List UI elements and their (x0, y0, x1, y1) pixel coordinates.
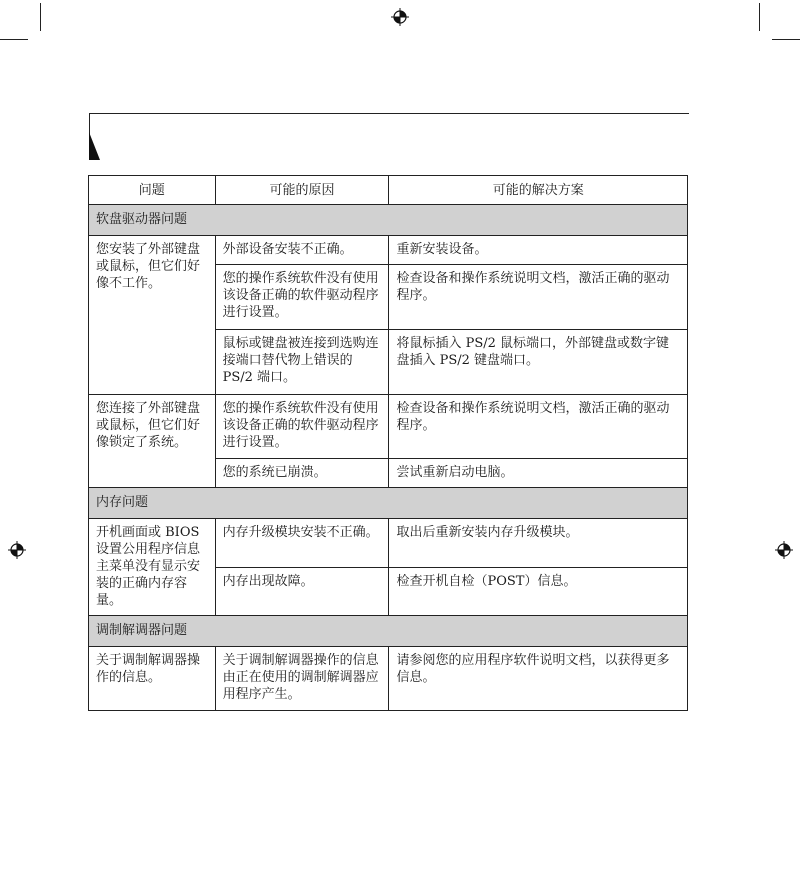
solution-cell: 检查开机自检（POST）信息。 (389, 567, 688, 616)
solution-cell: 检查设备和操作系统说明文档，激活正确的驱动程序。 (389, 395, 688, 459)
problem-cell: 您连接了外部键盘或鼠标，但它们好像锁定了系统。 (89, 395, 216, 488)
cause-cell: 内存升级模块安装不正确。 (215, 519, 389, 568)
table-row (89, 519, 688, 568)
registration-mark-icon (775, 541, 793, 559)
table-row (89, 236, 688, 265)
solution-cell: 重新安装设备。 (389, 236, 688, 265)
solution-cell: 检查设备和操作系统说明文档，激活正确的驱动程序。 (389, 265, 688, 330)
problem-cell: 开机画面或 BIOS 设置公用程序信息主菜单没有显示安装的正确内存容量。 (89, 519, 216, 616)
cause-cell: 关于调制解调器操作的信息由正在使用的调制解调器应用程序产生。 (215, 647, 389, 711)
header-solution: 可能的解决方案 (389, 176, 688, 205)
crop-mark (40, 3, 41, 31)
cause-cell: 您的操作系统软件没有使用该设备正确的软件驱动程序进行设置。 (215, 395, 389, 459)
section-title: 调制解调器问题 (89, 616, 688, 647)
section-title: 软盘驱动器问题 (89, 205, 688, 236)
section-row (89, 205, 688, 236)
solution-cell: 尝试重新启动电脑。 (389, 459, 688, 488)
cause-cell: 鼠标或键盘被连接到选购连接端口替代物上错误的 PS/2 端口。 (215, 330, 389, 395)
cause-cell: 内存出现故障。 (215, 567, 389, 616)
header-cause: 可能的原因 (215, 176, 389, 205)
section-row (89, 616, 688, 647)
table-row (89, 647, 688, 711)
table-row (89, 395, 688, 459)
crop-mark (772, 39, 800, 40)
problem-cell: 您安装了外部键盘或鼠标，但它们好像不工作。 (89, 236, 216, 395)
solution-cell: 将鼠标插入 PS/2 鼠标端口，外部键盘或数字键盘插入 PS/2 键盘端口。 (389, 330, 688, 395)
table-header-row (89, 176, 688, 205)
crop-mark (0, 39, 28, 40)
header-rule (89, 113, 689, 114)
header-triangle-icon (89, 132, 100, 160)
registration-mark-icon (391, 8, 409, 26)
cause-cell: 外部设备安装不正确。 (215, 236, 389, 265)
solution-cell: 请参阅您的应用程序软件说明文档，以获得更多信息。 (389, 647, 688, 711)
section-title: 内存问题 (89, 488, 688, 519)
solution-cell: 取出后重新安装内存升级模块。 (389, 519, 688, 568)
crop-mark (759, 3, 760, 31)
cause-cell: 您的操作系统软件没有使用该设备正确的软件驱动程序进行设置。 (215, 265, 389, 330)
section-row (89, 488, 688, 519)
header-problem: 问题 (89, 176, 216, 205)
problem-cell: 关于调制解调器操作的信息。 (89, 647, 216, 711)
registration-mark-icon (8, 541, 26, 559)
troubleshooting-table (88, 175, 688, 711)
cause-cell: 您的系统已崩溃。 (215, 459, 389, 488)
